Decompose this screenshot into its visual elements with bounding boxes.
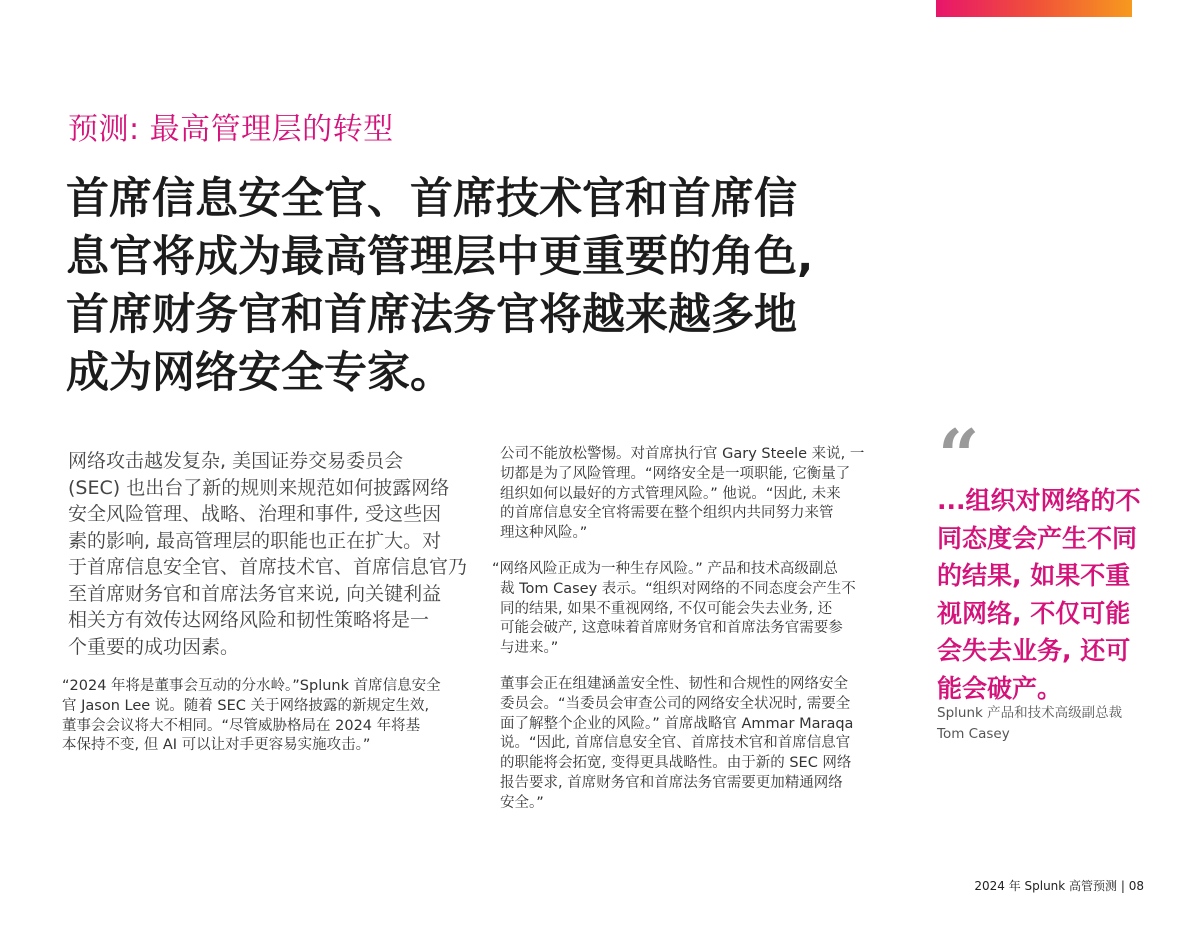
text-line: 于首席信息安全官、首席技术官、首席信息官乃: [68, 556, 468, 578]
text-line: 面了解整个企业的风险。” 首席战略官 Ammar Maraqa: [500, 715, 854, 732]
headline-line: 成为网络安全专家。: [66, 348, 453, 398]
text-line: 至首席财务官和首席法务官来说, 向关键利益: [68, 582, 442, 605]
text-line: 委员会。“当委员会审查公司的网络安全状况时, 需要全: [500, 695, 851, 712]
text-line: 切都是为了风险管理。“网络安全是一项职能, 它衡量了: [500, 465, 851, 482]
text-line: 报告要求, 首席财务官和首席法务官需要更加精通网络: [500, 774, 843, 791]
jason-lee-quote-paragraph: [62, 677, 480, 756]
text-line: “网络风险正成为一种生存风险。” 产品和技术高级副总: [492, 560, 838, 577]
text-line: 董事会会议将大不相同。“尽管威胁格局在 2024 年将基: [62, 717, 421, 734]
lead-paragraph: [68, 448, 480, 660]
text-line: 安全风险管理、战略、治理和事件, 受这些因: [68, 503, 442, 525]
tom-casey-paragraph: [492, 560, 912, 659]
pull-quote-line: 会失去业务, 还可: [937, 636, 1131, 665]
attribution-line: Tom Casey: [937, 726, 1010, 742]
headline-line: 首席财务官和首席法务官将越来越多地: [66, 290, 797, 340]
body-column-middle: [492, 445, 912, 830]
body-column-left: [62, 448, 480, 756]
text-line: 安全。”: [500, 794, 544, 811]
text-line: 的首席信息安全官将需要在整个组织内共同努力来管: [500, 505, 834, 522]
text-line: 同的结果, 如果不重视网络, 不仅可能会失去业务, 还: [500, 600, 833, 617]
text-line: 组织如何以最好的方式管理风险。” 他说。“因此, 未来: [500, 485, 841, 502]
board-committee-paragraph: [500, 675, 912, 814]
quote-mark-icon: “: [938, 413, 980, 498]
text-line: 相关方有效传达网络风险和韧性策略将是一: [68, 609, 430, 631]
text-line: 理这种风险。”: [500, 525, 588, 542]
text-line: 网络攻击越发复杂, 美国证券交易委员会: [68, 450, 404, 472]
text-line: 说。“因此, 首席信息安全官、首席技术官和首席信息官: [500, 735, 851, 752]
pull-quote-line: 同态度会产生不同: [937, 523, 1138, 553]
text-line: 素的影响, 最高管理层的职能也正在扩大。对: [68, 529, 442, 552]
pull-quote-line: 视网络, 不仅可能: [937, 598, 1131, 628]
text-line: “2024 年将是董事会互动的分水岭。”Splunk 首席信息安全: [62, 678, 441, 694]
pull-quote-attribution: [937, 703, 1122, 745]
attribution-line: Splunk 产品和技术高级副总裁: [937, 705, 1123, 721]
text-line: 裁 Tom Casey 表示。“组织对网络的不同态度会产生不: [500, 580, 856, 597]
headline-line: 息官将成为最高管理层中更重要的角色,: [66, 232, 814, 282]
text-line: 本保持不变, 但 AI 可以让对手更容易实施攻击。”: [62, 737, 371, 754]
text-line: 董事会正在组建涵盖安全性、韧性和合规性的网络安全: [500, 675, 848, 692]
text-line: 个重要的成功因素。: [68, 635, 240, 658]
pull-quote-line: 能会破产。: [937, 673, 1063, 703]
text-line: 的职能将会拓宽, 变得更具战略性。由于新的 SEC 网络: [500, 755, 852, 772]
headline-line: 首席信息安全官、首席技术官和首席信: [66, 174, 797, 224]
pull-quote-line: 的结果, 如果不重: [937, 561, 1131, 590]
page-footer: 2024 年 Splunk 高管预测 | 08: [974, 879, 1144, 893]
top-gradient-bar: [936, 0, 1132, 17]
text-line: 可能会破产, 这意味着首席财务官和首席法务官需要参: [500, 620, 843, 637]
pull-quote-line: ...组织对网络的不: [937, 486, 1141, 515]
pull-quote: [937, 482, 1177, 707]
section-eyebrow: 预测: 最高管理层的转型: [68, 112, 394, 147]
text-line: 公司不能放松警惕。对首席执行官 Gary Steele 来说, 一: [500, 446, 865, 462]
text-line: 与进来。”: [500, 640, 559, 657]
page-headline: [66, 170, 926, 402]
text-line: (SEC) 也出台了新的规则来规范如何披露网络: [68, 476, 450, 499]
text-line: 官 Jason Lee 说。随着 SEC 关于网络披露的新规定生效,: [62, 697, 430, 714]
gary-steele-paragraph: [500, 445, 912, 544]
